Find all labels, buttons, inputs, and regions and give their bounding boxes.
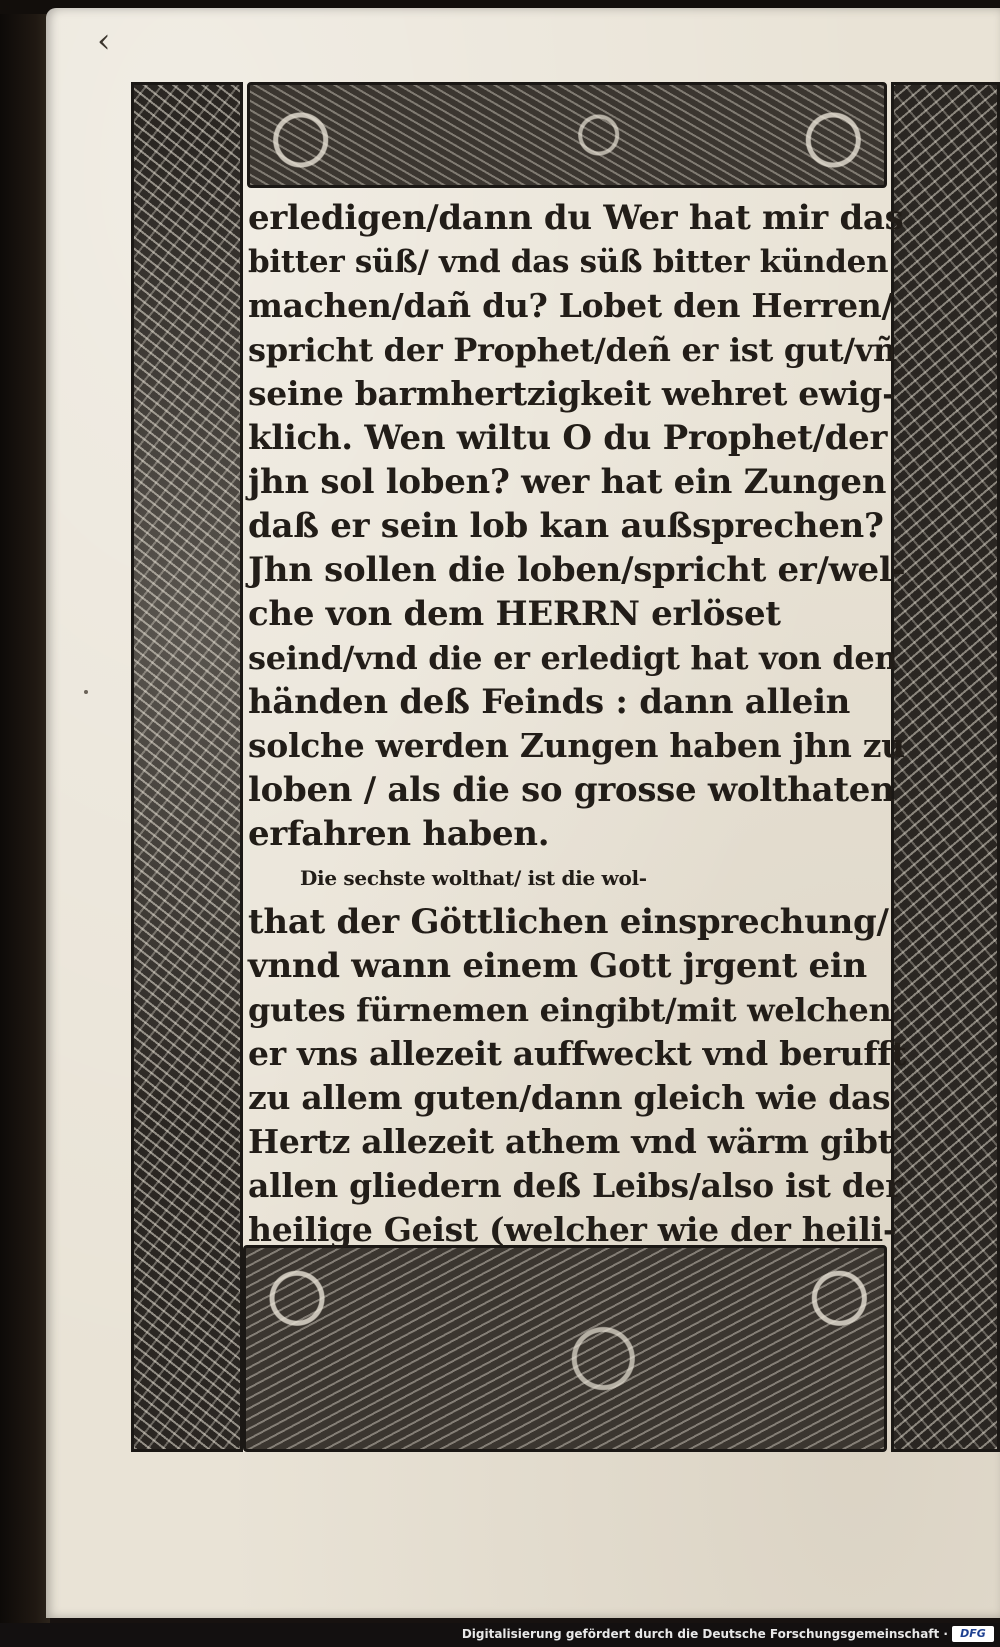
text-line: heilige Geist (welcher wie der heili-	[248, 1210, 897, 1249]
text-line: händen deß Feinds : dann allein	[248, 682, 851, 722]
text-line: that der Göttlichen einsprechung/	[248, 902, 889, 942]
text-line: er vns allezeit auffweckt vnd berufft	[248, 1034, 907, 1073]
text-line: erfahren haben.	[248, 814, 550, 854]
funding-credit: Digitalisierung gefördert durch die Deutsche Forschungsgemeinschaft ·	[461, 1627, 948, 1641]
text-line: Hertz allezeit athem vnd wärm gibt	[248, 1122, 893, 1161]
scan-edge-left	[0, 0, 50, 1647]
text-line: solche werden Zungen haben jhn zu	[248, 726, 905, 765]
text-line: machen/dañ du? Lobet den Herren/	[248, 286, 894, 325]
text-line: Die sechste wolthat/ ist die wol-	[300, 866, 647, 890]
text-line: che von dem HERRN erlöset	[248, 594, 781, 634]
text-line: daß er sein lob kan außsprechen?	[248, 506, 884, 546]
woodcut-border-left	[131, 82, 243, 1452]
woodcut-border-top	[247, 82, 887, 188]
text-line: loben / als die so grosse wolthaten	[248, 770, 895, 810]
woodcut-border-bottom	[243, 1245, 887, 1452]
dfg-logo: DFG	[952, 1626, 994, 1642]
text-line: bitter süß/ vnd das süß bitter künden	[248, 244, 889, 280]
text-line: spricht der Prophet/deñ er ist gut/vñ	[248, 331, 897, 369]
text-line: jhn sol loben? wer hat ein Zungen	[248, 462, 887, 502]
text-line: erledigen/dann du Wer hat mir das	[248, 198, 904, 238]
text-block	[248, 196, 908, 1262]
text-line: seine barmhertzigkeit wehret ewig-	[248, 374, 896, 413]
text-line: vnnd wann einem Gott jrgent ein	[248, 946, 867, 986]
ink-stain	[84, 690, 88, 694]
text-line: allen gliedern deß Leibs/also ist der	[248, 1166, 903, 1205]
text-line: seind/vnd die er erledigt hat von den	[248, 639, 898, 677]
corner-mark: ‹	[97, 21, 111, 61]
text-line: zu allem guten/dann gleich wie das	[248, 1078, 891, 1117]
text-line: Jhn sollen die loben/spricht er/wel-	[248, 550, 906, 590]
text-line: klich. Wen wiltu O du Prophet/der	[248, 418, 888, 458]
text-line: gutes fürnemen eingibt/mit welchen	[248, 991, 892, 1029]
